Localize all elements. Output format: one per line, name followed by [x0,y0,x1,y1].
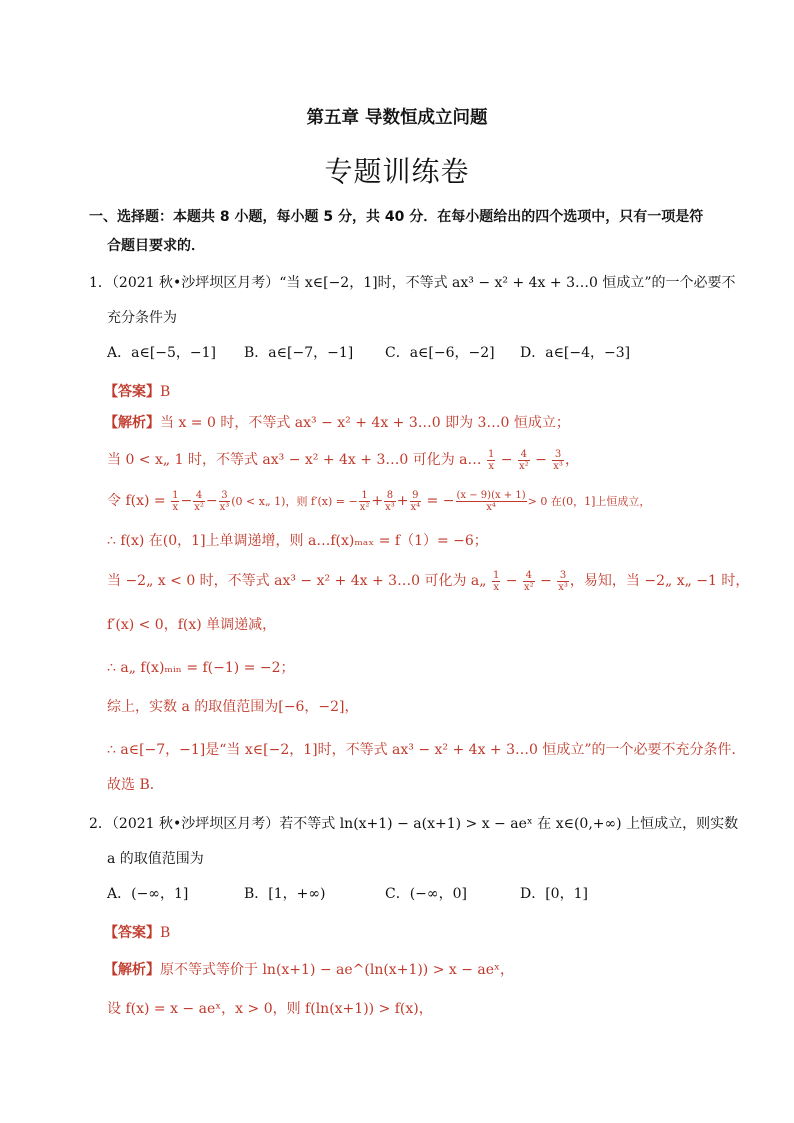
q1-option-b: B．a∈[−7，−1] [244,345,354,361]
fraction: $\frac{8}{\text{x³}}$ [385,489,395,513]
q2-answer-tag: 【答案】 [104,925,160,941]
q2-answer-value: B [160,925,171,941]
fraction: $\frac{1}{x}$ [172,489,179,513]
q1-stem-line2: 充分条件为 [107,310,177,326]
q1-analysis-line2: 当 0 < x„ 1 时，不等式 ax³ − x² + 4x + 3…0 可化为 a… $\frac{1}{x}$ − $\frac{4}{\text{x²}}$ − $\frac{3}{\text{x³}}$ ， [107,448,579,472]
q2-option-a: A．(−∞，1] [107,886,189,902]
q2-answer [104,924,170,942]
q2-stem-line2: a 的取值范围为 [107,851,204,867]
q2-analysis-line1 [104,961,514,979]
q1-option-d: D．a∈[−4，−3] [520,345,631,361]
q1-analysis-line9: ∴ a∈[−7，−1]是“当 x∈[−2，1]时，不等式 ax³ − x² + 4x + 3…0 恒成立”的一个必要不充分条件． [107,742,746,758]
q1-answer-tag: 【答案】 [104,384,160,400]
q1-step5-text: 当 −2„ x < 0 时，不等式 ax³ − x² + 4x + 3…0 可化为 a„ [107,573,487,589]
fraction: $\frac{4}{\text{x²}}$ [194,489,204,513]
q1-step3-text: 令 f(x) = [107,493,166,509]
fraction: $\frac{1}{\text{x²}}$ [359,489,370,513]
fraction: $\frac{4}{\text{x²}}$ [518,448,529,472]
q1-option-c: C．a∈[−6，−2] [385,345,495,361]
fraction: $\frac{9}{\text{x⁴}}$ [410,489,421,513]
document-title: 专题训练卷 [324,155,470,188]
fraction: $\frac{1}{x}$ [487,448,495,472]
section-heading-line2: 合题目要求的． [107,238,205,254]
fraction: $\frac{3}{\text{x³}}$ [558,569,568,593]
q1-step2-text: 当 0 < x„ 1 时，不等式 ax³ − x² + 4x + 3…0 可化为 a… [107,452,482,468]
fraction: $\frac{(x - 9)(x + 1)}{\text{x⁴}}$ [456,489,526,513]
q1-analysis-tag: 【解析】 [104,415,160,431]
q1-analysis-line4: ∴ f(x) 在(0，1]上单调递增，则 a…f(x)ₘₐₓ = f（1）= −6； [107,533,488,549]
q1-option-a: A．a∈[−5，−1] [107,345,217,361]
q1-answer [104,383,170,401]
fraction: $\frac{1}{x}$ [492,569,500,593]
fraction: $\frac{3}{\text{x³}}$ [553,448,563,472]
q1-stem-line1: 1．（2021 秋•沙坪坝区月考）“当 x∈[−2，1]时，不等式 ax³ − x² + 4x + 3…0 恒成立”的一个必要不 [89,275,736,291]
section-heading-line1: 一、选择题：本题共 8 小题，每小题 5 分，共 40 分．在每小题给出的四个选项中，只有一项是符 [89,209,704,225]
q1-analysis-line7: ∴ a„ f(x)ₘᵢₙ = f(−1) = −2； [107,660,295,676]
fraction: $\frac{4}{\text{x²}}$ [523,569,534,593]
q2-option-b: B．[1，+∞) [244,886,326,902]
chapter-title: 第五章 导数恒成立问题 [306,108,488,128]
q2-stem-line1: 2．（2021 秋•沙坪坝区月考）若不等式 ln(x+1) − a(x+1) > x − aeˣ 在 x∈(0,+∞) 上恒成立，则实数 [89,816,739,832]
q1-analysis-line8: 综上，实数 a 的取值范围为[−6，−2]， [107,699,359,715]
q1-analysis-line5: 当 −2„ x < 0 时，不等式 ax³ − x² + 4x + 3…0 可化为 a„ $\frac{1}{x}$ − $\frac{4}{\text{x²}}$ − $\frac{3}{\text{x³}}$ ，易知，当 −2„ x„ −1 时， [107,569,750,593]
q1-analysis-line1 [104,414,570,432]
q2-analysis-step1: 原不等式等价于 ln(x+1) − ae^(ln(x+1)) > x − aeˣ， [160,962,514,978]
q1-analysis-step1: 当 x = 0 时，不等式 ax³ − x² + 4x + 3…0 即为 3…0 恒成立； [160,415,570,431]
q1-analysis-line10: 故选 B． [107,777,164,793]
q2-option-d: D．[0，1] [520,886,588,902]
q2-option-c: C．(−∞，0] [385,886,467,902]
q1-answer-value: B [160,384,171,400]
fraction: $\frac{3}{\text{x³}}$ [219,489,230,513]
q1-analysis-line6: f′(x) < 0，f(x) 单调递减， [107,617,277,633]
q2-analysis-tag: 【解析】 [104,962,160,978]
q1-analysis-line3: 令 f(x) = $\frac{1}{x}$ − $\frac{4}{\text{x²}}$ − $\frac{3}{\text{x³}}$ (0 < x„ 1)，则 f′(x) = − $\frac{1}{\text{x²}}$ + $\frac{8}{\text{x³}}$ + $\frac{9}{\text{x⁴}}$ = − $\frac{(x - 9)(x + 1)}{\text{x⁴}}$ > 0 在(0，1]上恒成立， [107,489,651,513]
q2-analysis-line2: 设 f(x) = x − aeˣ，x > 0，则 f(ln(x+1)) > f(x)， [107,1001,433,1017]
